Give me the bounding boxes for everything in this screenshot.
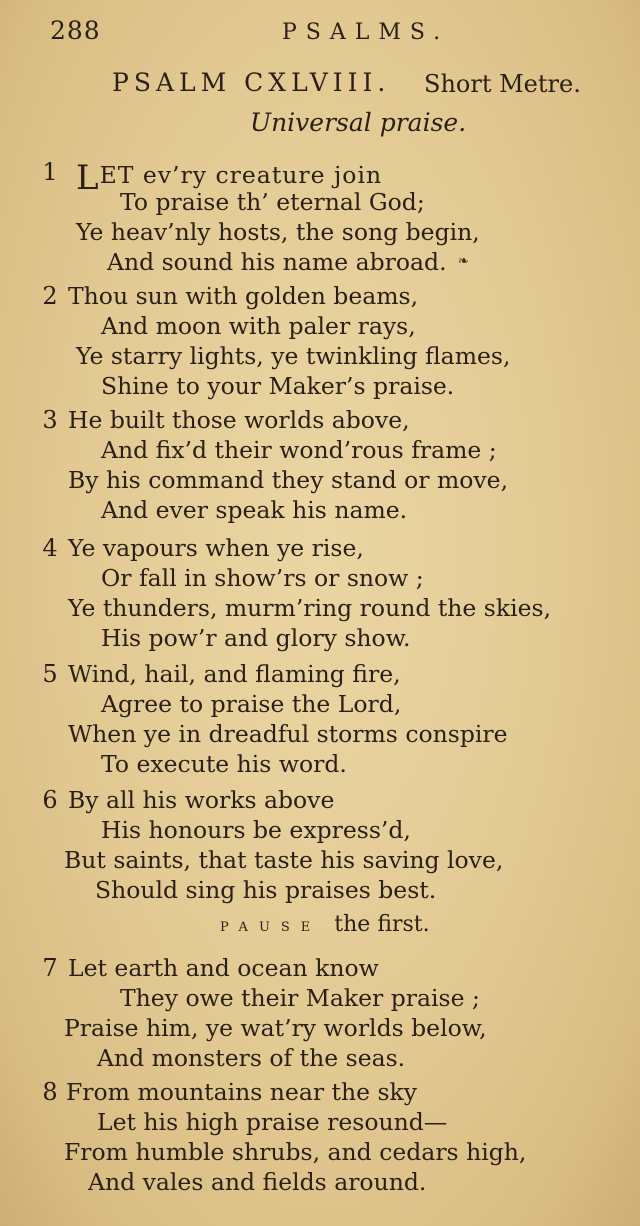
stanza-number: 1 xyxy=(42,158,58,186)
stanza-line: Wind, hail, and flaming fire, xyxy=(68,660,401,688)
stanza-number: 7 xyxy=(42,954,58,982)
pause-marker xyxy=(220,912,430,937)
stanza-number: 5 xyxy=(42,660,58,688)
stanza-line: They owe their Maker praise ; xyxy=(120,984,480,1012)
stanza-line: Ye heav’nly hosts, the song begin, xyxy=(76,218,480,246)
stanza-line xyxy=(76,158,383,198)
stanza-number: 2 xyxy=(42,282,58,310)
stanza-line: By his command they stand or move, xyxy=(68,466,509,494)
stanza-line: His pow’r and glory show. xyxy=(101,624,411,652)
psalm-subtitle: Universal praise. xyxy=(250,108,467,137)
stanza-line: By all his works above xyxy=(68,786,335,814)
stanza-line: Ye vapours when ye rise, xyxy=(68,534,364,562)
stanza-line: And sound his name abroad. xyxy=(107,248,447,276)
ornament-mark: ❧ xyxy=(458,254,469,269)
psalm-number: PSALM CXLVIII. xyxy=(112,68,391,97)
stanza-line: Ye starry lights, ye twinkling flames, xyxy=(76,342,511,370)
stanza-line: Thou sun with golden beams, xyxy=(68,282,419,310)
stanza-line: From mountains near the sky xyxy=(66,1078,418,1106)
pause-rest: the first. xyxy=(334,912,430,937)
stanza-line: To praise th’ eternal God; xyxy=(120,188,425,216)
stanza-line: His honours be express’d, xyxy=(101,816,411,844)
stanza-line: And ever speak his name. xyxy=(101,496,408,524)
stanza-line: But saints, that taste his saving love, xyxy=(64,846,504,874)
stanza-line: Shine to your Maker’s praise. xyxy=(101,372,455,400)
stanza-line: Let earth and ocean know xyxy=(68,954,379,982)
stanza-line: He built those worlds above, xyxy=(68,406,410,434)
stanza-line: Let his high praise resound— xyxy=(97,1108,448,1136)
stanza-line: Agree to praise the Lord, xyxy=(101,690,402,718)
stanza-line: Praise him, ye wat’ry worlds below, xyxy=(64,1014,487,1042)
stanza-number: 4 xyxy=(42,534,58,562)
pause-word: PAUSE xyxy=(220,920,322,935)
drop-cap: L xyxy=(76,158,99,198)
stanza-line: When ye in dreadful storms conspire xyxy=(68,720,508,748)
stanza-number: 6 xyxy=(42,786,58,814)
stanza-line: And moon with paler rays, xyxy=(101,312,416,340)
stanza-line: Or fall in show’rs or snow ; xyxy=(101,564,424,592)
first-line-rest: ET ev’ry creature join xyxy=(99,161,383,189)
stanza-line: From humble shrubs, and cedars high, xyxy=(64,1138,527,1166)
running-head xyxy=(50,12,620,52)
stanza-line: And vales and fields around. xyxy=(88,1168,427,1196)
stanza-line: To execute his word. xyxy=(101,750,347,778)
page-number: 288 xyxy=(50,16,101,45)
stanza-number: 8 xyxy=(42,1078,58,1106)
header-title: PSALMS. xyxy=(282,20,450,45)
psalm-heading xyxy=(112,68,592,97)
stanza-line: And monsters of the seas. xyxy=(97,1044,406,1072)
psalm-metre: Short Metre. xyxy=(424,70,581,98)
stanza-line: Ye thunders, murm’ring round the skies, xyxy=(68,594,552,622)
stanza-number: 3 xyxy=(42,406,58,434)
stanza-line: Should sing his praises best. xyxy=(95,876,437,904)
stanza-line: And fix’d their wond’rous frame ; xyxy=(101,436,497,464)
